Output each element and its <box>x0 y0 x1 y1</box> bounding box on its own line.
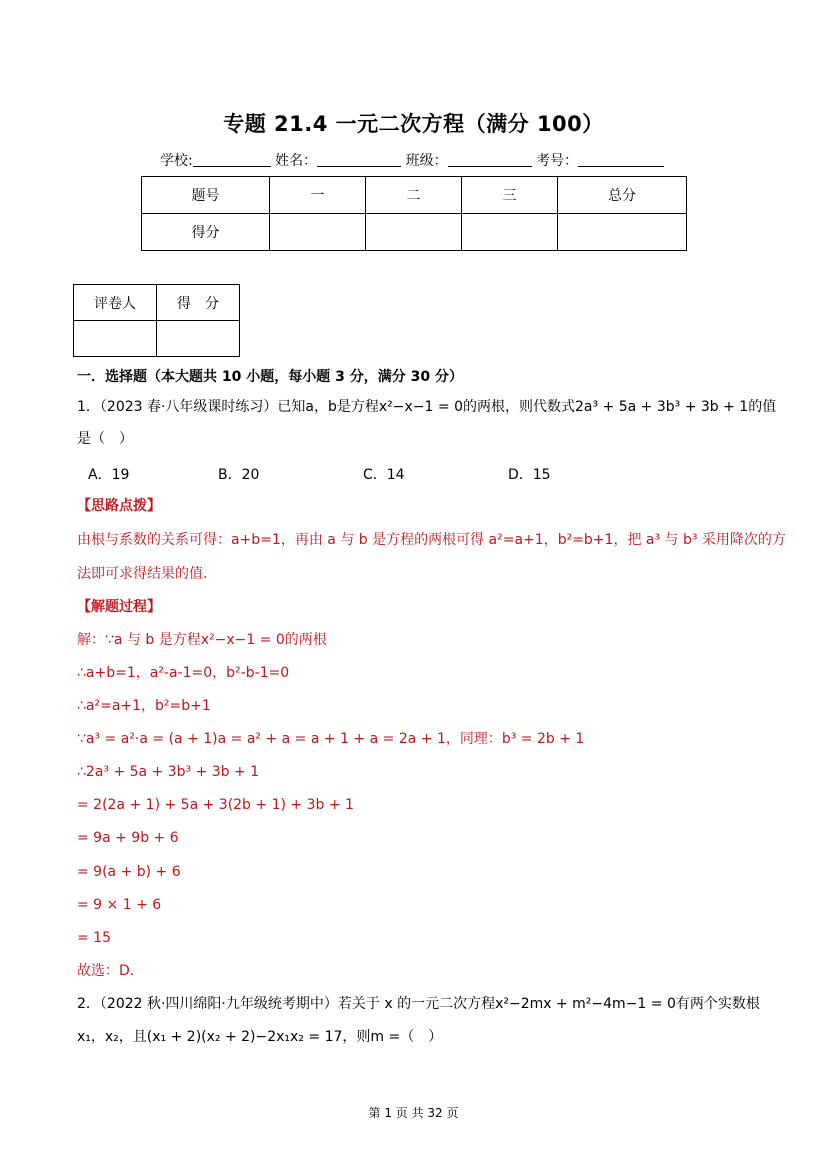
score-header-cell: 总分 <box>558 177 687 214</box>
score-table <box>141 176 687 251</box>
grader-header: 评卷人 <box>74 285 157 321</box>
solution-line: = 15 <box>77 930 111 946</box>
solution-line: = 2(2a + 1) + 5a + 3(2b + 1) + 3b + 1 <box>77 797 354 813</box>
score-table-header-row <box>142 177 687 214</box>
exam-no-label: 考号： <box>536 153 579 169</box>
score-table-row <box>142 214 687 251</box>
option-c: C．14 <box>363 467 405 483</box>
question-1-line2: 是（ ） <box>77 431 133 447</box>
score-cell[interactable] <box>366 214 462 251</box>
grader-score-header: 得 分 <box>157 285 240 321</box>
hint-heading: 【思路点拨】 <box>77 498 161 514</box>
solution-line: ∵a³ = a²·a = (a + 1)a = a² + a = a + 1 + a = 2a + 1，同理：b³ = 2b + 1 <box>77 731 585 747</box>
school-blank <box>193 152 271 167</box>
hint-line: 由根与系数的关系可得：a+b=1，再由 a 与 b 是方程的两根可得 a²=a+1，b²=b+1，把 a³ 与 b³ 采用降次的方 <box>77 532 786 548</box>
grader-score-cell[interactable] <box>157 321 240 357</box>
hint-line: 法即可求得结果的值． <box>77 566 217 582</box>
exam-no-blank <box>578 152 664 167</box>
solution-line: ∴a²=a+1，b²=b+1 <box>77 698 211 714</box>
answer-line: 故选：D． <box>77 963 144 979</box>
question-1-line1: 1．（2023 春·八年级课时练习）已知a，b是方程x²−x−1 = 0的两根，则代数式2a³ + 5a + 3b³ + 3b + 1的值 <box>77 399 777 415</box>
solution-line: 解：∵a 与 b 是方程x²−x−1 = 0的两根 <box>77 632 327 648</box>
solution-line: = 9(a + b) + 6 <box>77 864 181 880</box>
score-header-cell: 题号 <box>142 177 270 214</box>
class-blank <box>448 152 532 167</box>
name-blank <box>317 152 401 167</box>
option-d: D．15 <box>508 467 551 483</box>
option-b: B．20 <box>218 467 260 483</box>
question-2-line1: 2．（2022 秋·四川绵阳·九年级统考期中）若关于 x 的一元二次方程x²−2mx + m²−4m−1 = 0有两个实数根 <box>77 996 760 1012</box>
solution-line: = 9 × 1 + 6 <box>77 897 162 913</box>
solution-heading: 【解题过程】 <box>77 599 161 615</box>
name-label: 姓名： <box>275 153 318 169</box>
score-header-cell: 二 <box>366 177 462 214</box>
score-cell[interactable] <box>558 214 687 251</box>
grader-table <box>73 284 240 357</box>
solution-line: ∴2a³ + 5a + 3b³ + 3b + 1 <box>77 764 260 780</box>
score-header-cell: 一 <box>270 177 366 214</box>
score-cell[interactable] <box>462 214 558 251</box>
solution-line: ∴a+b=1，a²-a-1=0，b²-b-1=0 <box>77 665 290 681</box>
student-info-line <box>160 150 664 170</box>
score-row-label: 得分 <box>142 214 270 251</box>
page-footer: 第 1 页 共 32 页 <box>368 1106 459 1120</box>
class-label: 班级： <box>405 153 448 169</box>
option-a: A．19 <box>88 467 130 483</box>
question-2-line2: x₁，x₂，且(x₁ + 2)(x₂ + 2)−2x₁x₂ = 17，则m =（ ） <box>77 1029 443 1045</box>
score-cell[interactable] <box>270 214 366 251</box>
solution-line: = 9a + 9b + 6 <box>77 830 179 846</box>
grader-cell[interactable] <box>74 321 157 357</box>
section-heading: 一．选择题（本大题共 10 小题，每小题 3 分，满分 30 分） <box>77 369 463 385</box>
page-title: 专题 21.4 一元二次方程（满分 100） <box>223 112 604 136</box>
score-header-cell: 三 <box>462 177 558 214</box>
school-label: 学校: <box>160 153 193 169</box>
